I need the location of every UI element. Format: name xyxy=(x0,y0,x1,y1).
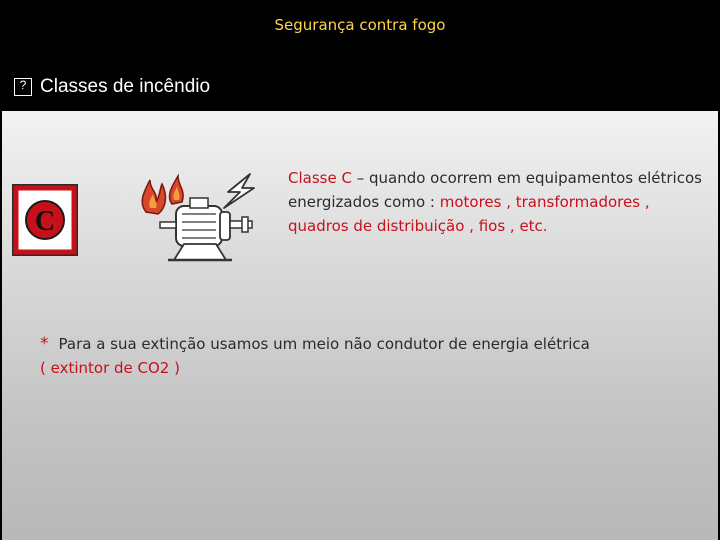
extinction-text: Para a sua extinção usamos um meio não condutor de energia elétrica xyxy=(58,335,590,353)
page-title: Segurança contra fogo xyxy=(274,16,446,34)
section-title: Classes de incêndio xyxy=(40,76,211,97)
bullet-icon: ? xyxy=(14,78,32,96)
star-marker: * xyxy=(40,334,49,354)
class-c-label: Classe C xyxy=(288,169,352,187)
class-c-description xyxy=(288,166,713,238)
class-c-text: – quando ocorrem em equipamentos elétricos energizados como : xyxy=(288,169,702,211)
section-heading xyxy=(14,76,210,98)
electric-motor-fire-icon xyxy=(132,168,292,268)
extinction-note xyxy=(40,332,710,380)
class-c-sign-icon xyxy=(12,184,78,256)
extintor-note: ( extintor de CO2 ) xyxy=(40,359,180,377)
class-c-examples: motores , transformadores , quadros de distribuição , fios , etc. xyxy=(288,193,650,235)
sign-letter: C xyxy=(34,206,56,237)
